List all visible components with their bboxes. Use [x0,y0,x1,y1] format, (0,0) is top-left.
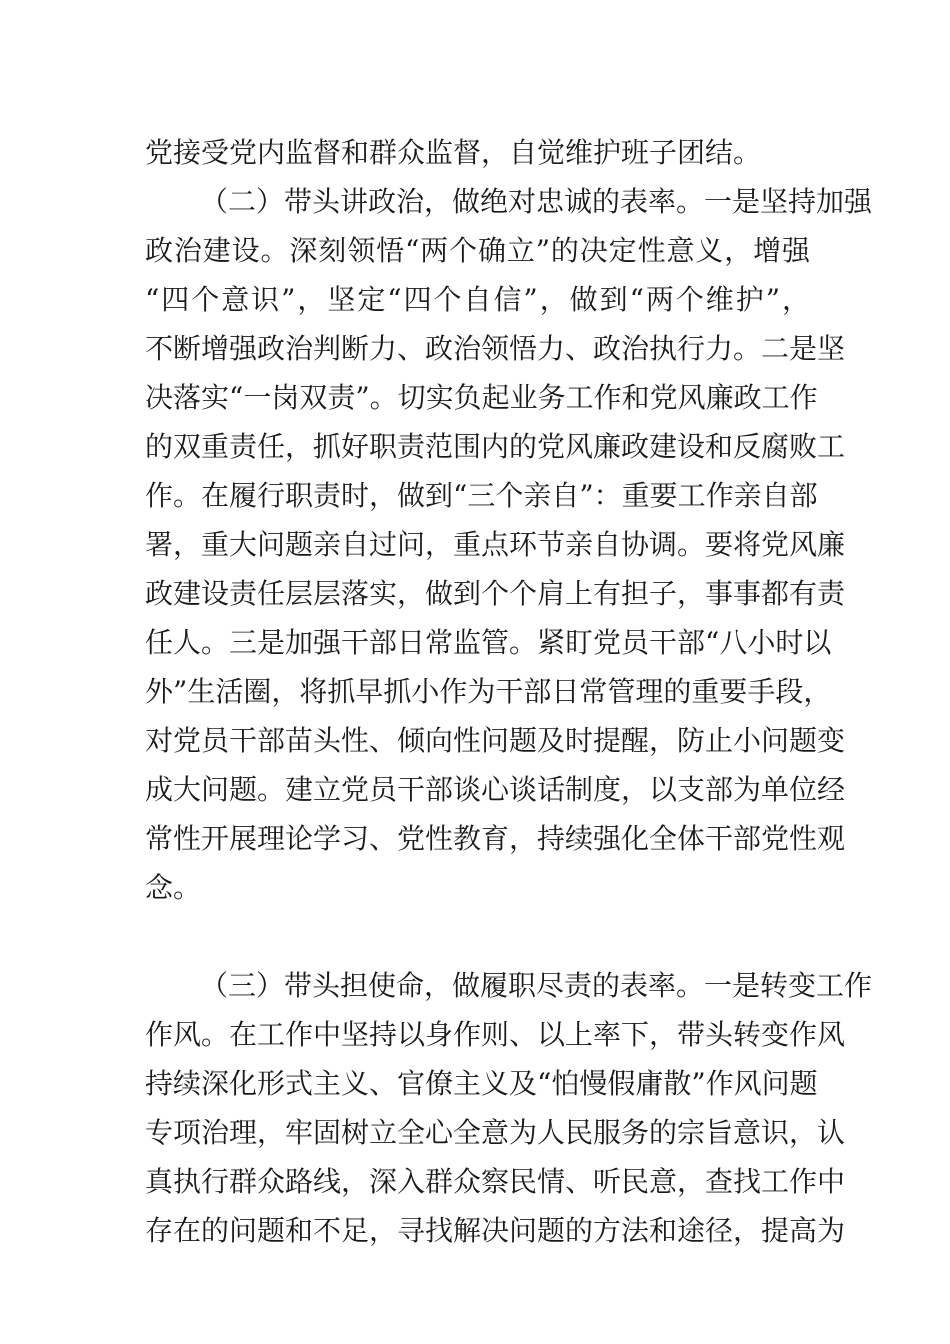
document-body [145,128,873,1255]
text-line: 任人。三是加强干部日常监管。紧盯党员干部“八小时以 [145,626,832,659]
text-line: 存在的问题和不足，寻找解决问题的方法和途径，提高为 [145,1214,846,1247]
text-line: 专项治理，牢固树立全心全意为人民服务的宗旨意识，认 [145,1116,846,1149]
text-line: 持续深化形式主义、官僚主义及“怕慢假庸散”作风问题 [145,1067,818,1100]
text-line: 政治建设。深刻领悟“两个确立”的决定性意义，增强 [145,234,810,267]
text-line: 决落实“一岗双责”。切实负起业务工作和党风廉政工作 [145,381,818,414]
text-line: 署，重大问题亲自过问，重点环节亲自协调。要将党风廉 [145,528,846,561]
text-line: 作。在履行职责时，做到“三个亲自”：重要工作亲自部 [145,479,818,512]
text-line: 政建设责任层层落实，做到个个肩上有担子，事事都有责 [145,577,846,610]
text-line: 作风。在工作中坚持以身作则、以上率下，带头转变作风 [145,1018,846,1051]
text-line: 的双重责任，抓好职责范围内的党风廉政建设和反腐败工 [145,430,846,463]
text-line: 常性开展理论学习、党性教育，持续强化全体干部党性观 [145,822,846,855]
text-line: 真执行群众路线，深入群众察民情、听民意，查找工作中 [145,1165,846,1198]
paragraph-gap [145,912,810,961]
text-line: 不断增强政治判断力、政治领悟力、政治执行力。二是坚 [145,332,846,365]
paragraph-end-line: 念。 [145,871,202,904]
text-line: 对党员干部苗头性、倾向性问题及时提醒，防止小问题变 [145,724,846,757]
text-line: “四个意识”，坚定“四个自信”，做到“两个维护”， [145,283,810,316]
text-line: 党接受党内监督和群众监督，自觉维护班子团结。 [145,136,762,169]
text-line: 外”生活圈，将抓早抓小作为干部日常管理的重要手段， [145,675,832,708]
paragraph-start-line: （三）带头担使命，做履职尽责的表率。一是转变工作 [200,969,873,1002]
paragraph-start-line: （二）带头讲政治，做绝对忠诚的表率。一是坚持加强 [200,185,873,218]
text-line: 成大问题。建立党员干部谈心谈话制度，以支部为单位经 [145,773,846,806]
